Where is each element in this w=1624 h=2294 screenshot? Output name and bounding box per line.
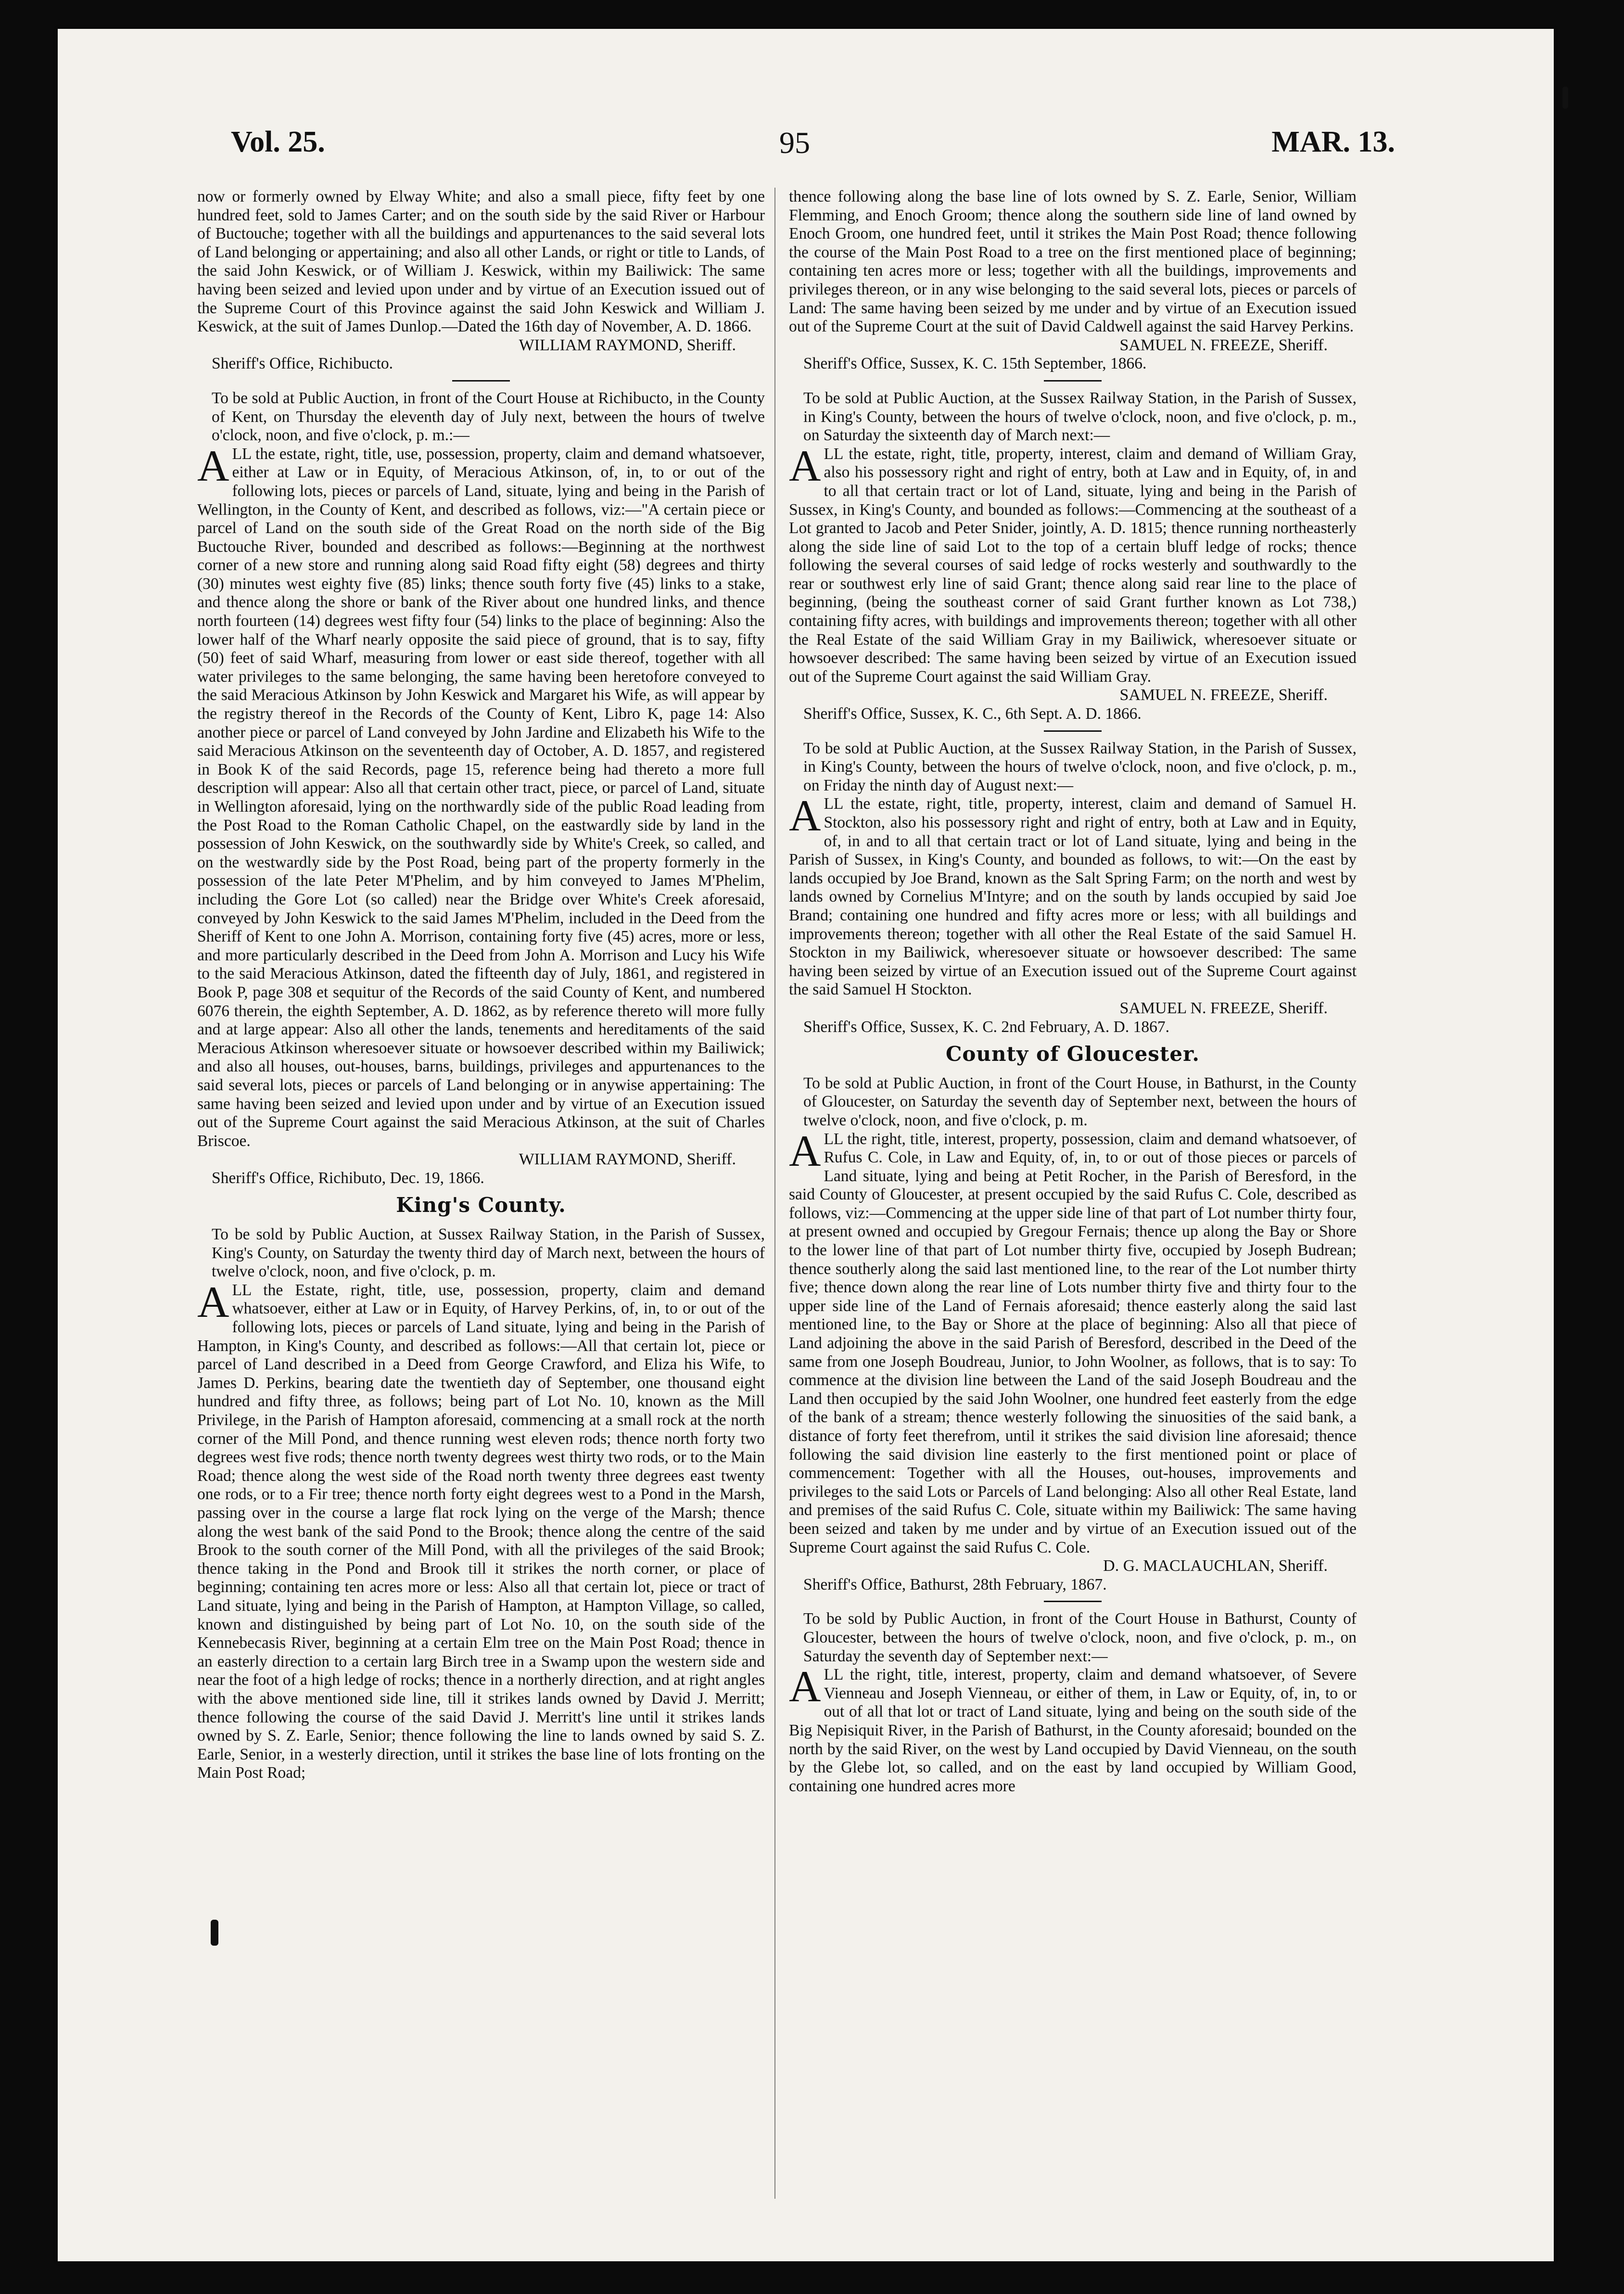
margin-mark: [1562, 87, 1568, 109]
drop-cap: A: [789, 441, 821, 490]
drop-cap: A: [789, 791, 821, 841]
page-header: [231, 125, 1395, 183]
section-rule: [1044, 380, 1102, 382]
notice-text: LL the estate, right, title, property, interest, claim and demand of Samuel H. Stockton, also his possessory right and right of entry, both at Law and in Equity, of, in and to all that certain tract or lot of Land situate, lying and being in the Parish of Sussex, in King's County, and bounded as follows, to wit:—On the east by lands occupied by Joe Brand, known as the Salt Spring Farm; on the north and west by lands owned by Cornelius M'Intyre; and on the south by lands occupied by said Joe Brand; containing one hundred and fifty acres more or less; with all buildings and improvements thereon; together with all other the Real Estate of the said Samuel H. Stockton in my Bailiwick, wheresoever situate or howsoever described: The same having been seized by virtue of an Execution issued out of the Supreme Court against the said Samuel H Stockton.: [789, 795, 1357, 999]
sheriff-signature: SAMUEL N. FREEZE, Sheriff.: [1119, 336, 1328, 354]
notice-body: [197, 1277, 765, 1783]
notice-text: LL the estate, right, title, property, interest, claim and demand of William Gray, also his possessory right and right of entry, both at Law and in Equity, of, in and to all that certain tract or lot of Land, situate, lying and being in the Parish of Sussex, in King's County, and bounded as follows:—Commencing at the southeast of a Lot granted to Jacob and Peter Snider, jointly, A. D. 1815; thence running northeasterly along the side line of said Lot to the top of a certain bluff ledge of rocks; thence following the several courses of said ledge of rocks westerly and southwardly to the rear or southwest erly line of said Grant; thence along said rear line to the place of beginning, (being the southeast corner of said Grant further known as Lot 738,) containing fifty acres, with buildings and improvements thereon; together with all other the Real Estate of the said William Gray in my Bailiwick, wheresoever situate or howsoever described: The same having been seized by virtue of an Execution issued out of the Supreme Court against the said William Gray.: [789, 445, 1357, 686]
drop-cap: A: [197, 1277, 229, 1326]
notice-body: [789, 1662, 1357, 1796]
issue-date: MAR. 13.: [1271, 126, 1395, 158]
sheriff-office: Sheriff's Office, Richibucto.: [212, 355, 393, 373]
notice-text: LL the right, title, interest, property, possession, claim and demand whatsoever, of Rufus C. Cole, in Law and Equity, of, in, to or out of those pieces or parcels of Land situate, lying and being at Petit Rocher, in the Parish of Beresford, in the said County of Gloucester, at present occupied by the said Rufus C. Cole, described as follows, viz:—Commencing at the upper side line of that part of Lot number thirty four, at present owned and occupied by Gregour Fernais; thence up along the Bay or Shore to the lower line of that part of Lot number thirty five, occupied by Joseph Budrean; thence southerly along the said last mentioned line, to the rear of the Lot number thirty five; thence down along the rear line of Lots number thirty five and thirty four to the upper side line of the Land of Fernais aforesaid; thence easterly along the said last mentioned line, to the Bay or Shore at the place of beginning: Also all that piece of Land adjoining the above in the said Parish of Beresford, described in the Deed of the same from one Joseph Boudreau, Junior, to John Woolner, as follows, that is to say: To commence at the division line between the Land of the said Joseph Boudreau and the Land then occupied by the said John Woolner, one hundred feet easterly from the edge of the bank of a stream; thence westerly following the sinuosities of the said bank, a distance of forty feet therefrom, until it strikes the said division line aforesaid; thence following the said division line easterly to the first mentioned point or place of commencement: Together with all the Houses, out-houses, improvements and privileges to the said Lots or Parcels of Land belonging: Also all other Real Estate, land and premises of the said Rufus C. Cole, situate within my Bailiwick: The same having been seized and taken by me under and by virtue of an Execution issued out of the Supreme Court against the said Rufus C. Cole.: [789, 1130, 1357, 1556]
notice-body: [789, 441, 1357, 687]
sheriff-office: Sheriff's Office, Sussex, K. C. 2nd February, A. D. 1867.: [803, 1018, 1169, 1036]
county-heading: County of Gloucester.: [946, 1042, 1200, 1066]
notice-intro: To be sold at Public Auction, at the Sussex Railway Station, in the Parish of Sussex, in King's County, between the hours of twelve o'clock, noon, and five o'clock, p. m., on Friday the ninth day of August next:—: [803, 739, 1357, 794]
sheriff-signature: SAMUEL N. FREEZE, Sheriff.: [1119, 686, 1328, 704]
notice-intro: To be sold at Public Auction, in front of the Court House at Richibucto, in the County of Kent, on Thursday the eleventh day of July next, between the hours of twelve o'clock, noon, and five o'clock, p. m.:—: [212, 389, 765, 445]
notice-body: [789, 1126, 1357, 1557]
newspaper-page: [58, 29, 1554, 2261]
sheriff-signature: WILLIAM RAYMOND, Sheriff.: [519, 1150, 736, 1169]
section-rule: [1044, 1601, 1102, 1602]
section-rule: [452, 380, 510, 382]
drop-cap: A: [197, 441, 229, 490]
notice-continuation: thence following along the base line of lots owned by S. Z. Earle, Senior, William Flemming, and Enoch Groom; thence along the southern side line of land owned by Enoch Groom, one hundred feet, until it strikes the Main Post Road; thence following the course of the Main Post Road to a tree on the first mentioned place of beginning; containing ten acres more or less; together with all the buildings, improvements and privileges thereon, or in any wise belonging to the said several lots, pieces or parcels of Land: The same having been seized by me under and by virtue of an Execution issued out of the Supreme Court at the suit of David Caldwell against the said Harvey Perkins.: [789, 188, 1357, 336]
drop-cap: A: [789, 1662, 821, 1711]
notice-continuation: now or formerly owned by Elway White; and also a small piece, fifty feet by one hundred feet, sold to James Carter; and on the south side by the said River or Harbour of Buctouche; together with all the buildings and appurtenances to the said several lots of Land belonging or appertaining; and also all other Lands, or right or title to Lands, of the said John Keswick, or of William J. Keswick, within my Bailiwick: The same having been seized and levied upon under and by virtue of an Execution issued out of the Supreme Court of this Province against the said John Keswick and William J. Keswick, at the suit of James Dunlop.—Dated the 16th day of November, A. D. 1866.: [197, 188, 765, 336]
left-column: [197, 188, 765, 2218]
drop-cap: A: [789, 1126, 821, 1175]
sheriff-office: Sheriff's Office, Richibuto, Dec. 19, 1866.: [212, 1169, 484, 1187]
notice-text: LL the Estate, right, title, use, possession, property, claim and demand whatsoever, either at Law or in Equity, of Harvey Perkins, of, in, to or out of the following lots, pieces or parcels of Land situate, lying and being in the Parish of Hampton, in King's County, and described as follows:—All that certain lot, piece or parcel of Land described in a Deed from George Crawford, and Eliza his Wife, to James D. Perkins, bearing date the twentieth day of September, one thousand eight hundred and fifty three, as follows; being part of Lot No. 10, known as the Mill Privilege, in the Parish of Hampton aforesaid, commencing at a small rock at the north corner of the Mill Pond, and thence running west eleven rods; thence north forty two degrees west five rods; thence north twenty degrees west thirty two rods, or to the Main Road; thence along the west side of the Road north twenty three degrees east twenty one rods, or to a Fir tree; thence north forty eight degrees west to a Pond in the Marsh, passing over in the course a large flat rock lying on the verge of the Marsh; thence along the west bank of the said Pond to the Brook; thence along the centre of the said Brook to the south corner of the Mill Pond, with all the privileges of the said Brook; thence taking in the Pond and Brook till it strikes the north corner, or place of beginning; containing ten acres more or less: Also all that certain lot, piece or tract of Land situate, lying and being in the Parish of Hampton, at Hampton Village, so called, known and distinguished by being part of Lot No. 10, on the south side of the Kennebecasis River, beginning at a certain Elm tree on the Main Post Road; thence in an easterly direction to a certain larg Birch tree in a Swamp upon the western side and near the foot of a high ledge of rocks; thence in a northerly direction, and at right angles with the above mentioned side line, till it strikes lands owned by David J. Merritt; thence following the course of the said David J. Merritt's line until it strikes lands owned by S. Z. Earle, Senior; thence following the line to lands owned by said S. Z. Earle, Senior, in a westerly direction, until it strikes the base line of lots fronting on the Main Post Road;: [197, 1281, 765, 1782]
sheriff-signature: D. G. MACLAUCHLAN, Sheriff.: [1103, 1557, 1328, 1575]
notice-text: LL the right, title, interest, property, claim and demand whatsoever, of Severe Vienneau and Joseph Vienneau, or either of them, in Law or Equity, of, in, to or out of all that lot or tract of Land situate, lying and being on the south side of the Big Nepisiquit River, in the Parish of Bathurst, in the County aforesaid; bounded on the north by the said River, on the west by Land occupied by David Vienneau, on the south by the Glebe lot, so called, and on the east by land occupied by William Good, containing one hundred acres more: [789, 1666, 1357, 1795]
notice-body: [197, 441, 765, 1151]
column-divider: [774, 188, 775, 2199]
notice-intro: To be sold at Public Auction, in front of the Court House, in Bathurst, in the County of Gloucester, on Saturday the seventh day of September next, between the hours of twelve o'clock, noon, and five o'clock, p. m.: [803, 1074, 1357, 1129]
sheriff-signature: WILLIAM RAYMOND, Sheriff.: [519, 336, 736, 354]
notice-intro: To be sold by Public Auction, at Sussex Railway Station, in the Parish of Sussex, King's County, on Saturday the twenty third day of March next, between the hours of twelve o'clock, noon, and five o'clock, p. m.: [212, 1225, 765, 1281]
sheriff-office: Sheriff's Office, Bathurst, 28th February, 1867.: [803, 1575, 1107, 1593]
page-number: 95: [779, 126, 810, 160]
sheriff-signature: SAMUEL N. FREEZE, Sheriff.: [1119, 999, 1328, 1017]
sheriff-office: Sheriff's Office, Sussex, K. C. 15th September, 1866.: [803, 355, 1147, 373]
volume-label: Vol. 25.: [231, 126, 325, 158]
margin-mark: [211, 1920, 218, 1946]
section-rule: [1044, 730, 1102, 732]
notice-intro: To be sold at Public Auction, at the Sussex Railway Station, in the Parish of Sussex, in King's County, between the hours of twelve o'clock, noon, and five o'clock, p. m., on Saturday the sixteenth day of March next:—: [803, 389, 1357, 445]
right-column: [789, 188, 1357, 2218]
notice-intro: To be sold by Public Auction, in front of the Court House in Bathurst, County of Gloucester, between the hours of twelve o'clock, noon, and five o'clock, p. m., on Saturday the seventh day of September next:—: [803, 1610, 1357, 1665]
county-heading: King's County.: [396, 1193, 566, 1217]
sheriff-office: Sheriff's Office, Sussex, K. C., 6th Sept. A. D. 1866.: [803, 705, 1142, 723]
notice-body: [789, 791, 1357, 999]
notice-text: LL the estate, right, title, use, possession, property, claim and demand whatsoever, either at Law or in Equity, of Meracious Atkinson, of, in, to or out of the following lots, pieces or parcels of Land, situate, lying and being in the Parish of Wellington, in the County of Kent, and described as follows, viz:—"A certain piece or parcel of Land on the south side of the Great Road on the north side of the Big Buctouche River, bounded and described as follows:—Beginning at the northwest corner of a new store and running along said Road fifty eight (58) degrees and thirty (30) minutes west eighty five (85) links; thence south forty five (45) links to a stake, and thence along the shore or bank of the River about one hundred links, and thence north fourteen (14) degrees west fifty four (54) links to the place of beginning: Also the lower half of the Wharf nearly opposite the said piece of ground, that is to say, fifty (50) feet of said Wharf, measuring from lower or east side thereof, together with all water privileges to the same belonging, the same having been heretofore conveyed to the said Meracious Atkinson by John Keswick and Margaret his Wife, as will appear by the registry thereof in the Records of the County of Kent, Libro K, page 14: Also another piece or parcel of Land conveyed by John Jardine and Elizabeth his Wife to the said Meracious Atkinson on the seventeenth day of October, A. D. 1857, and registered in Book K of the said Records, page 15, reference being had thereto a more full description will appear: Also all that certain other tract, piece, or parcel of Land, situate in Wellington aforesaid, lying on the northwardly side of the public Road leading from the Post Road to the Roman Catholic Chapel, on the eastwardly side by land in the possession of John Keswick, on the southwardly side by White's Creek, so called, and on the westwardly side by the Post Road, being part of the property formerly in the possession of the late Peter M'Phelim, and by him conveyed to James M'Phelim, including the Gore Lot (so called) near the Bridge over White's Creek aforesaid, conveyed by John Keswick to the said James M'Phelim, included in the Deed from the Sheriff of Kent to one John A. Morrison, containing forty five (45) acres, more or less, and more particularly described in the Deed from John A. Morrison and Lucy his Wife to the said Meracious Atkinson, dated the fifteenth day of July, 1861, and registered in Book P, page 308 et sequitur of the Records of the said County of Kent, and numbered 6076 therein, the eighth September, A. D. 1862, as by reference thereto will more fully and at large appear: Also all other the lands, tenements and hereditaments of the said Meracious Atkinson wheresoever situate or howsoever described within my Bailiwick; and also all houses, out-houses, barns, buildings, privileges and appurtenances to the said several lots, pieces or parcels of Land belonging or in anywise appertaining: The same having been seized and levied upon under and by virtue of an Execution issued out of the Supreme Court against the said Meracious Atkinson, at the suit of Charles Briscoe.: [197, 445, 765, 1150]
